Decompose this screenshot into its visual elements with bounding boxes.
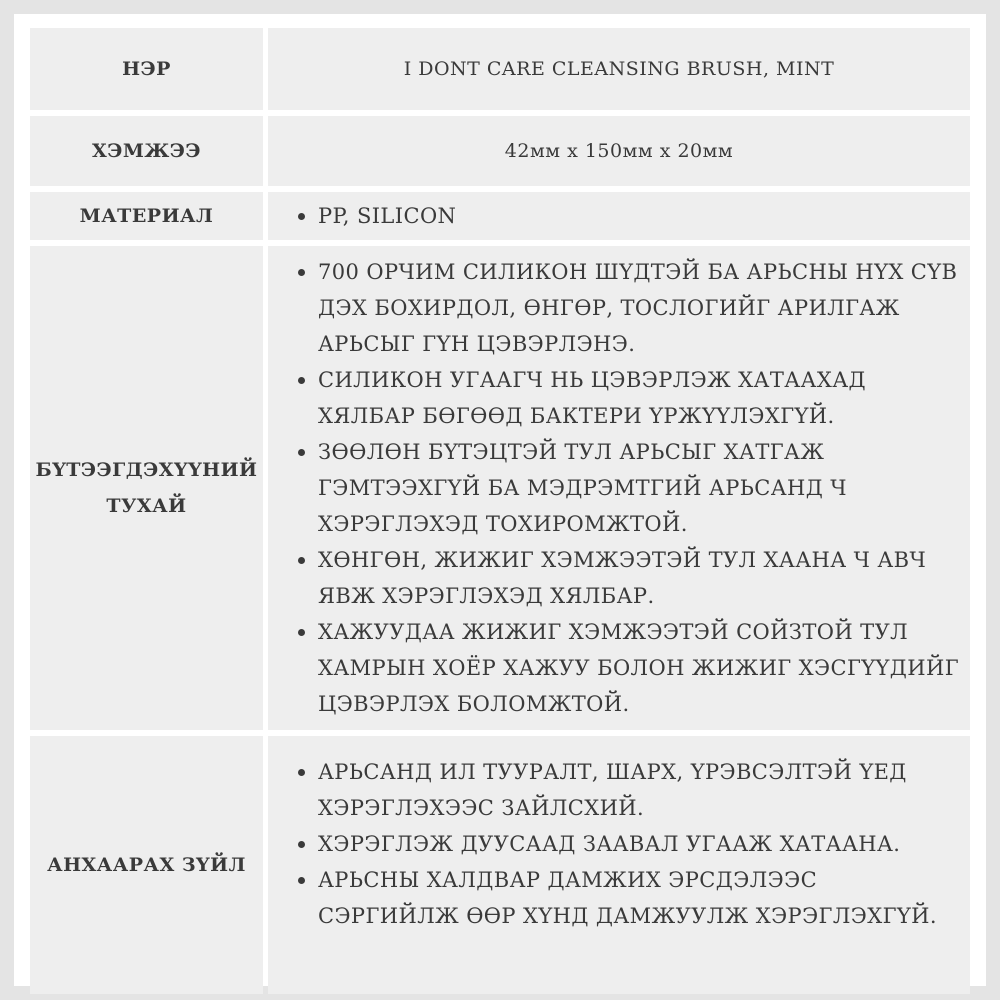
- material-list: [296, 198, 964, 234]
- list-item: АРЬСНЫ ХАЛДВАР ДАМЖИХ ЭРСДЭЛЭЭС СЭРГИЙЛЖ ӨӨР ХҮНД ДАМЖУУЛЖ ХЭРЭГЛЭХГҮЙ.: [296, 862, 964, 934]
- label-size: ХЭМЖЭЭ: [30, 116, 263, 186]
- row-about: [30, 246, 970, 730]
- list-item: ХӨНГӨН, ЖИЖИГ ХЭМЖЭЭТЭЙ ТУЛ ХААНА Ч АВЧ ЯВЖ ХЭРЭГЛЭХЭД ХЯЛБАР.: [296, 542, 964, 614]
- bullet-icon: [298, 769, 305, 776]
- bullet-icon: [298, 841, 305, 848]
- caution-list: [296, 754, 964, 934]
- row-caution: [30, 736, 970, 994]
- label-caution: АНХААРАХ ЗҮЙЛ: [30, 736, 263, 994]
- bullet-icon: [298, 629, 305, 636]
- value-name: I DONT CARE CLEANSING BRUSH, MINT: [268, 28, 970, 110]
- bullet-icon: [298, 449, 305, 456]
- list-item: ХАЖУУДАА ЖИЖИГ ХЭМЖЭЭТЭЙ СОЙЗТОЙ ТУЛ ХАМРЫН ХОЁР ХАЖУУ БОЛОН ЖИЖИГ ХЭСГҮҮДИЙГ ЦЭВЭРЛЭХ БОЛОМЖТОЙ.: [296, 614, 964, 722]
- bullet-icon: [298, 269, 305, 276]
- bullet-icon: [298, 877, 305, 884]
- bullet-icon: [298, 213, 305, 220]
- value-about: [268, 246, 970, 730]
- about-list: [296, 254, 964, 722]
- list-item: PP, SILICON: [296, 198, 964, 234]
- bullet-icon: [298, 557, 305, 564]
- list-item: ЗӨӨЛӨН БҮТЭЦТЭЙ ТУЛ АРЬСЫГ ХАТГАЖ ГЭМТЭЭХГҮЙ БА МЭДРЭМТГИЙ АРЬСАНД Ч ХЭРЭГЛЭХЭД ТОХИРОМЖТОЙ.: [296, 434, 964, 542]
- row-material: [30, 192, 970, 240]
- list-item: АРЬСАНД ИЛ ТУУРАЛТ, ШАРХ, ҮРЭВСЭЛТЭЙ ҮЕД ХЭРЭГЛЭХЭЭС ЗАЙЛСХИЙ.: [296, 754, 964, 826]
- label-material: МАТЕРИАЛ: [30, 192, 263, 240]
- value-caution: [268, 736, 970, 994]
- value-material: [268, 192, 970, 240]
- row-name: [30, 28, 970, 110]
- bullet-icon: [298, 377, 305, 384]
- label-about: [30, 246, 263, 730]
- list-item: ХЭРЭГЛЭЖ ДУУСААД ЗААВАЛ УГААЖ ХАТААНА.: [296, 826, 964, 862]
- row-size: [30, 116, 970, 186]
- value-size: 42мм x 150мм x 20мм: [268, 116, 970, 186]
- label-about-line1: БҮТЭЭГДЭХҮҮНИЙ: [35, 459, 258, 481]
- list-item: СИЛИКОН УГААГЧ НЬ ЦЭВЭРЛЭЖ ХАТААХАД ХЯЛБАР БӨГӨӨД БАКТЕРИ ҮРЖҮҮЛЭХГҮЙ.: [296, 362, 964, 434]
- label-about-line2: ТУХАЙ: [106, 495, 187, 517]
- list-item: 700 ОРЧИМ СИЛИКОН ШҮДТЭЙ БА АРЬСНЫ НҮХ СҮВ ДЭХ БОХИРДОЛ, ӨНГӨР, ТОСЛОГИЙГ АРИЛГАЖ АРЬСЫГ ГҮН ЦЭВЭРЛЭНЭ.: [296, 254, 964, 362]
- label-name: НЭР: [30, 28, 263, 110]
